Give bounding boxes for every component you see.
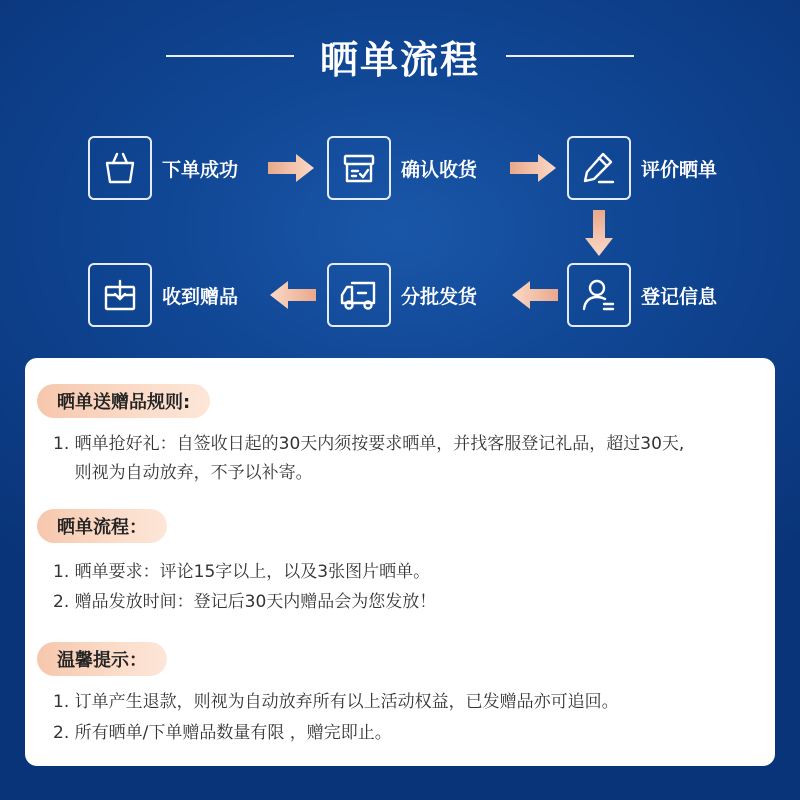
step-receive-gift	[88, 263, 238, 327]
rule-line: 1. 晒单要求：评论15字以上，以及3张图片晒单。	[53, 562, 431, 582]
step-icon-box	[88, 136, 152, 200]
arrow-down-icon	[583, 210, 615, 258]
section-heading-post-process: 晒单流程：	[37, 509, 167, 543]
section-heading-tips: 温馨提示：	[37, 642, 167, 676]
gift-box-icon	[100, 275, 140, 315]
rule-line: 2. 赠品发放时间：登记后30天内赠品会为您发放！	[53, 592, 437, 612]
rule-line: 1. 晒单抢好礼：自签收日起的30天内须按要求晒单，并找客服登记礼品，超过30天,	[53, 434, 685, 454]
step-icon-box	[88, 263, 152, 327]
user-register-icon	[579, 275, 619, 315]
rules-card	[25, 358, 775, 766]
box-check-icon	[339, 148, 379, 188]
rule-line: 1. 订单产生退款，则视为自动放弃所有以上活动权益，已发赠品亦可追回。	[53, 692, 619, 712]
rule-line: 则视为自动放弃，不予以补寄。	[53, 463, 313, 483]
step-icon-box	[327, 263, 391, 327]
title-row	[0, 28, 800, 84]
delivery-truck-icon	[338, 275, 380, 315]
shopping-bag-icon	[100, 148, 140, 188]
page-title: 晒单流程	[319, 37, 480, 82]
step-icon-box	[567, 136, 631, 200]
step-label: 评价晒单	[641, 158, 718, 181]
step-label: 登记信息	[641, 285, 718, 308]
step-label: 下单成功	[162, 158, 239, 181]
arrow-right-icon	[510, 152, 558, 184]
pencil-edit-icon	[579, 148, 619, 188]
step-review-post	[567, 136, 717, 200]
step-label: 收到赠品	[162, 285, 239, 308]
step-confirm-receipt	[327, 136, 477, 200]
step-batch-shipping	[327, 263, 477, 327]
arrow-right-icon	[268, 152, 316, 184]
step-register-info	[567, 263, 717, 327]
step-icon-box	[567, 263, 631, 327]
arrow-left-icon	[510, 279, 558, 311]
title-left-line	[166, 55, 294, 57]
step-order-success	[88, 136, 238, 200]
step-icon-box	[327, 136, 391, 200]
step-label: 分批发货	[401, 285, 478, 308]
arrow-left-icon	[268, 279, 316, 311]
step-label: 确认收货	[401, 158, 478, 181]
title-right-line	[506, 55, 634, 57]
section-heading-gift-rules: 晒单送赠品规则:	[37, 384, 210, 418]
rule-line: 2. 所有晒单/下单赠品数量有限 ，赠完即止。	[53, 723, 392, 743]
